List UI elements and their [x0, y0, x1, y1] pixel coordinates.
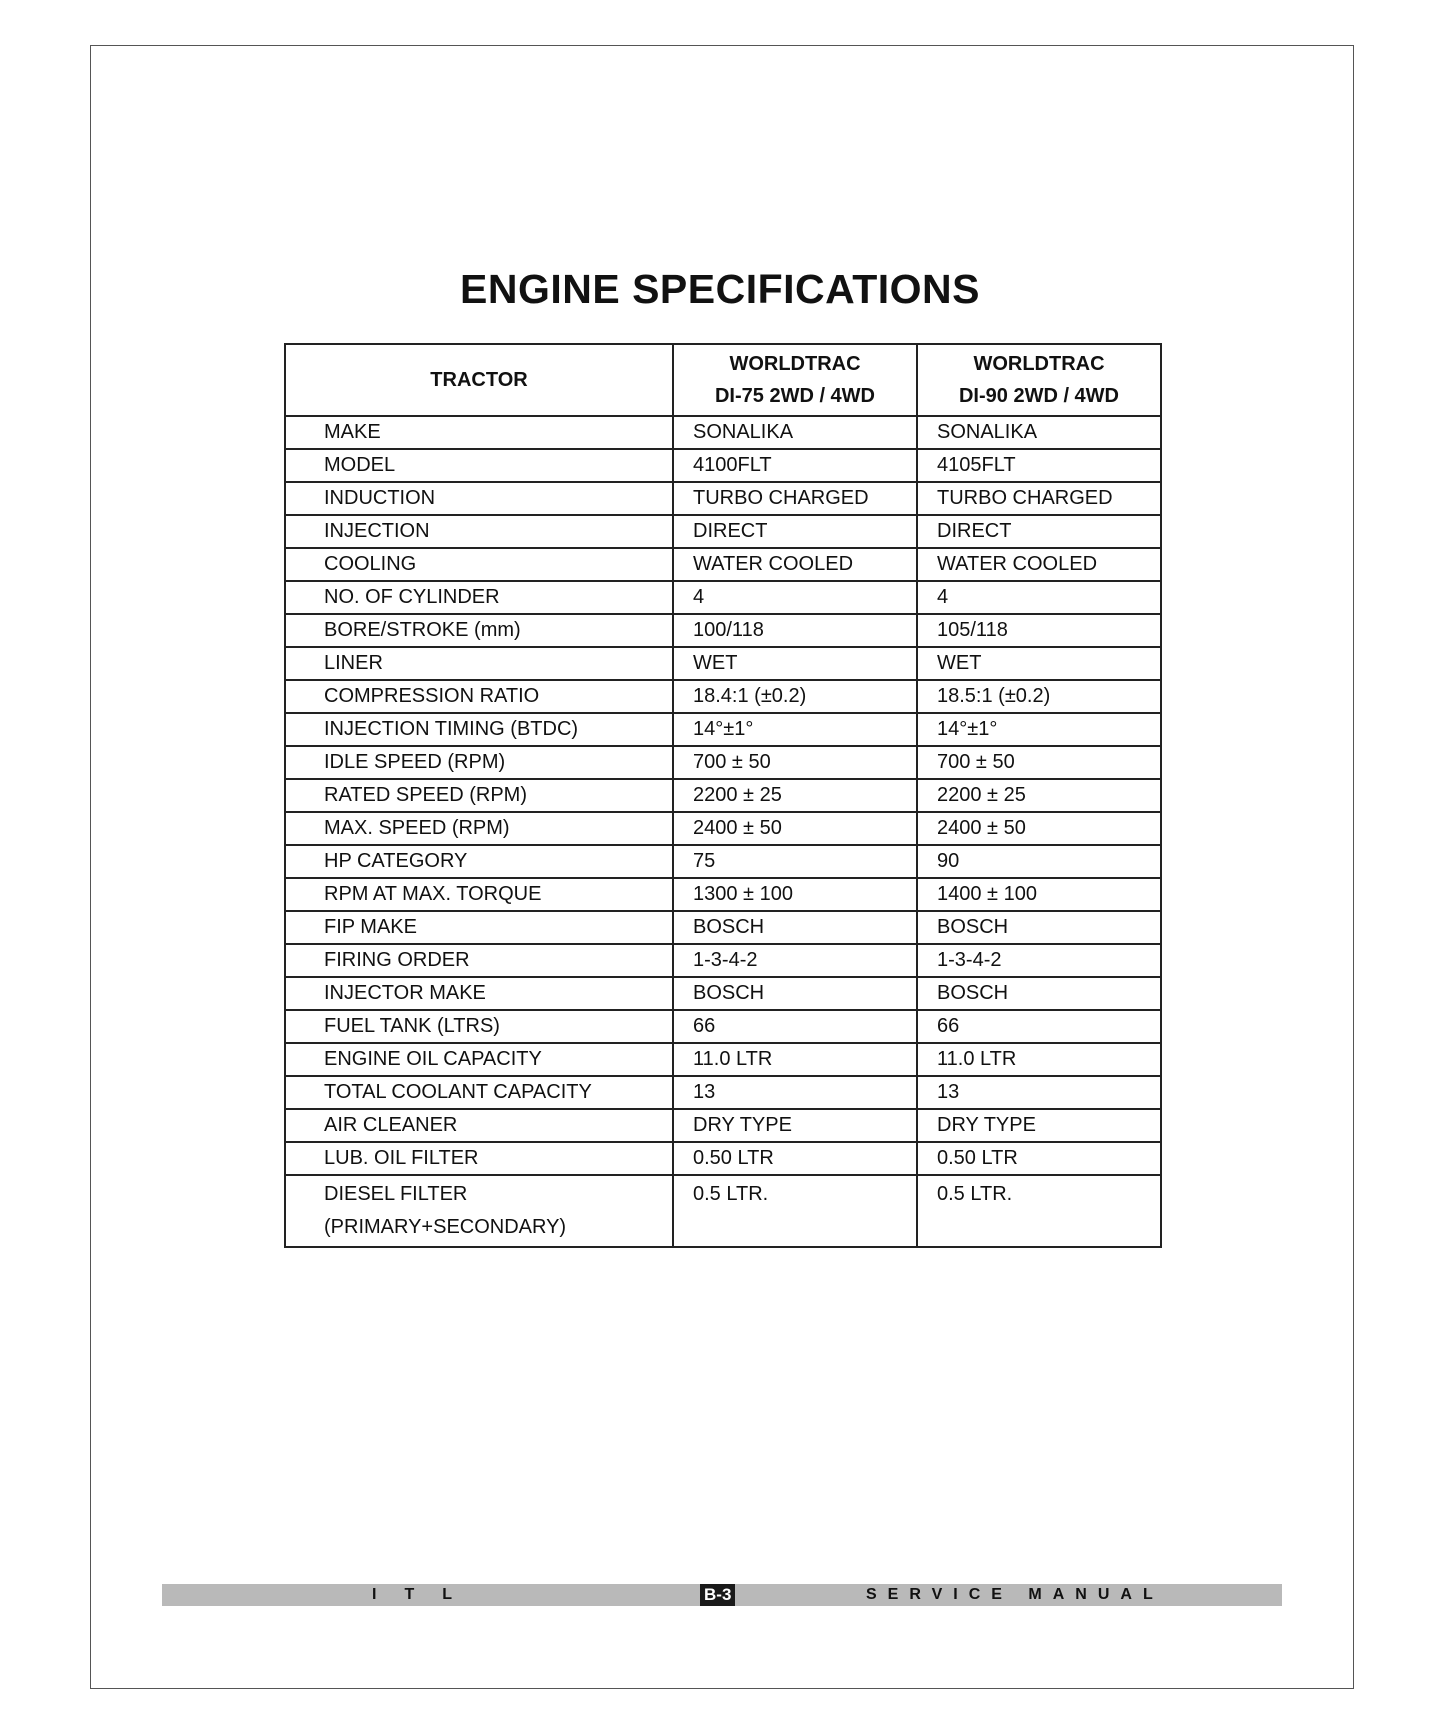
table-row	[285, 1010, 1161, 1043]
header-tractor: TRACTOR	[285, 344, 673, 416]
value-cell-model-2: DRY TYPE	[917, 1109, 1161, 1142]
value-cell-model-2: WET	[917, 647, 1161, 680]
header-model-1-line1: WORLDTRAC	[729, 353, 861, 375]
param-cell: ENGINE OIL CAPACITY	[285, 1043, 673, 1076]
param-line2: (PRIMARY+SECONDARY)	[324, 1216, 567, 1238]
value-cell-model-2: 0.5 LTR.	[917, 1175, 1161, 1247]
value-cell-model-2: SONALIKA	[917, 416, 1161, 449]
value-cell-model-2: 105/118	[917, 614, 1161, 647]
header-model-2-line1: WORLDTRAC	[973, 353, 1105, 375]
table-row	[285, 449, 1161, 482]
param-cell: COOLING	[285, 548, 673, 581]
param-cell: INDUCTION	[285, 482, 673, 515]
table-row	[285, 812, 1161, 845]
value-cell-model-1: 100/118	[673, 614, 917, 647]
value-cell-model-2: BOSCH	[917, 911, 1161, 944]
value-cell-model-1: WET	[673, 647, 917, 680]
param-cell: IDLE SPEED (RPM)	[285, 746, 673, 779]
table-row	[285, 911, 1161, 944]
value-cell-model-2: 700 ± 50	[917, 746, 1161, 779]
table-header-row	[285, 344, 1161, 416]
value-cell-model-2: 13	[917, 1076, 1161, 1109]
param-cell: NO. OF CYLINDER	[285, 581, 673, 614]
param-cell: HP CATEGORY	[285, 845, 673, 878]
value-cell-model-2: 2400 ± 50	[917, 812, 1161, 845]
value-cell-model-2: 1-3-4-2	[917, 944, 1161, 977]
footer-page-number: B-3	[700, 1584, 735, 1606]
spec-table-body	[285, 416, 1161, 1247]
value-cell-model-1: 4	[673, 581, 917, 614]
value-cell-model-1: 700 ± 50	[673, 746, 917, 779]
value-cell-model-2: 0.50 LTR	[917, 1142, 1161, 1175]
param-cell: COMPRESSION RATIO	[285, 680, 673, 713]
value-cell-model-2: 11.0 LTR	[917, 1043, 1161, 1076]
param-cell: BORE/STROKE (mm)	[285, 614, 673, 647]
table-row	[285, 1043, 1161, 1076]
table-row	[285, 515, 1161, 548]
table-row	[285, 878, 1161, 911]
param-line1: DIESEL FILTER	[324, 1183, 468, 1205]
param-cell: LUB. OIL FILTER	[285, 1142, 673, 1175]
param-cell: MODEL	[285, 449, 673, 482]
value-cell-model-2: 4	[917, 581, 1161, 614]
page-title: ENGINE SPECIFICATIONS	[459, 266, 981, 312]
value-cell-model-1: 1300 ± 100	[673, 878, 917, 911]
table-row	[285, 680, 1161, 713]
param-cell: INJECTION	[285, 515, 673, 548]
footer-bar	[162, 1584, 1282, 1606]
param-cell: INJECTION TIMING (BTDC)	[285, 713, 673, 746]
value-cell-model-1: 0.50 LTR	[673, 1142, 917, 1175]
table-row	[285, 746, 1161, 779]
value-cell-model-1: 2400 ± 50	[673, 812, 917, 845]
param-cell: MAKE	[285, 416, 673, 449]
table-row	[285, 614, 1161, 647]
value-cell-model-1: 1-3-4-2	[673, 944, 917, 977]
table-row	[285, 581, 1161, 614]
param-cell: FIRING ORDER	[285, 944, 673, 977]
value-cell-model-1: 0.5 LTR.	[673, 1175, 917, 1247]
value-cell-model-1: BOSCH	[673, 977, 917, 1010]
param-cell: FIP MAKE	[285, 911, 673, 944]
value-cell-model-2: 90	[917, 845, 1161, 878]
param-cell: TOTAL COOLANT CAPACITY	[285, 1076, 673, 1109]
header-model-2-line2: DI-90 2WD / 4WD	[958, 385, 1120, 407]
value-cell-model-2: 1400 ± 100	[917, 878, 1161, 911]
value-cell-model-1: DIRECT	[673, 515, 917, 548]
value-cell-model-1: 14°±1°	[673, 713, 917, 746]
table-row	[285, 779, 1161, 812]
param-cell: FUEL TANK (LTRS)	[285, 1010, 673, 1043]
table-row	[285, 647, 1161, 680]
value-cell-model-1: DRY TYPE	[673, 1109, 917, 1142]
table-row	[285, 416, 1161, 449]
value-cell-model-1: 4100FLT	[673, 449, 917, 482]
value-cell-model-1: 2200 ± 25	[673, 779, 917, 812]
value-cell-model-2: 18.5:1 (±0.2)	[917, 680, 1161, 713]
header-model-1	[673, 344, 917, 416]
param-cell: RPM AT MAX. TORQUE	[285, 878, 673, 911]
table-row	[285, 713, 1161, 746]
value-cell-model-2: 4105FLT	[917, 449, 1161, 482]
value-cell-model-2: WATER COOLED	[917, 548, 1161, 581]
header-model-2	[917, 344, 1161, 416]
table-row	[285, 944, 1161, 977]
value-cell-model-1: SONALIKA	[673, 416, 917, 449]
spec-table	[284, 343, 1162, 1248]
value-cell-model-2: DIRECT	[917, 515, 1161, 548]
value-cell-model-2: 2200 ± 25	[917, 779, 1161, 812]
value-cell-model-2: TURBO CHARGED	[917, 482, 1161, 515]
value-cell-model-1: WATER COOLED	[673, 548, 917, 581]
param-cell: AIR CLEANER	[285, 1109, 673, 1142]
value-cell-model-1: 13	[673, 1076, 917, 1109]
table-row	[285, 1076, 1161, 1109]
table-row	[285, 1175, 1161, 1247]
value-cell-model-1: TURBO CHARGED	[673, 482, 917, 515]
param-cell: INJECTOR MAKE	[285, 977, 673, 1010]
param-cell: RATED SPEED (RPM)	[285, 779, 673, 812]
value-cell-model-1: 66	[673, 1010, 917, 1043]
value-cell-model-2: 14°±1°	[917, 713, 1161, 746]
footer-brand: ITL	[372, 1586, 480, 1603]
value-cell-model-1: 11.0 LTR	[673, 1043, 917, 1076]
param-cell: LINER	[285, 647, 673, 680]
value-cell-model-2: 66	[917, 1010, 1161, 1043]
value-cell-model-1: 75	[673, 845, 917, 878]
value-cell-model-1: BOSCH	[673, 911, 917, 944]
table-row	[285, 1142, 1161, 1175]
value-cell-model-2: BOSCH	[917, 977, 1161, 1010]
param-cell: MAX. SPEED (RPM)	[285, 812, 673, 845]
header-model-1-line2: DI-75 2WD / 4WD	[714, 385, 876, 407]
table-row	[285, 548, 1161, 581]
param-cell	[285, 1175, 673, 1247]
table-row	[285, 977, 1161, 1010]
table-row	[285, 1109, 1161, 1142]
footer-manual-label: SERVICE MANUAL	[866, 1586, 1164, 1603]
table-row	[285, 845, 1161, 878]
value-cell-model-1: 18.4:1 (±0.2)	[673, 680, 917, 713]
table-row	[285, 482, 1161, 515]
